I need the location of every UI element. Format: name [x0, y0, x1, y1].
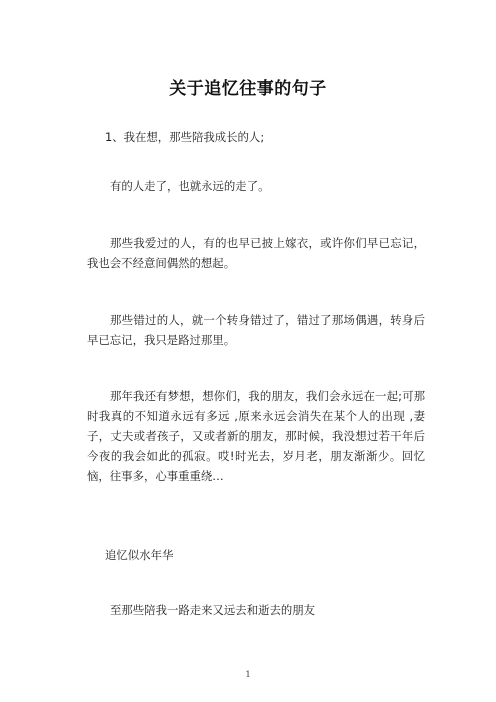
- paragraph-2: 有的人走了，也就永远的走了。: [110, 179, 270, 193]
- paragraph-3: 那些我爱过的人，有的也早已披上嫁衣，或许你们早已忘记，我也会不经意间偶然的想起。: [87, 236, 425, 270]
- paragraph-7: 至那些陪我一路走来又远去和逝去的朋友: [110, 603, 316, 617]
- page-number: 1: [245, 670, 251, 679]
- document-title: 关于追忆往事的句子: [169, 79, 327, 99]
- paragraph-5: 那年我还有梦想，想你们，我的朋友，我们会永远在一起;可那时我真的不知道永远有多远 ,原来永远会消失在某个人的出现 ,妻子，丈夫或者孩子，又或者新的朋友，那时候，我没想过若干年后今夜的我会如此的孤寂。哎!时光去，岁月老，朋友渐渐少。回忆恼，往事多，心事重重绕…: [87, 389, 425, 483]
- paragraph-4: 那些错过的人，就一个转身错过了，错过了那场偶遇，转身后早已忘记，我只是路过那里。: [87, 313, 425, 347]
- paragraph-1: 1、我在想，那些陪我成长的人;: [105, 130, 265, 144]
- paragraph-6: 追忆似水年华: [105, 548, 174, 562]
